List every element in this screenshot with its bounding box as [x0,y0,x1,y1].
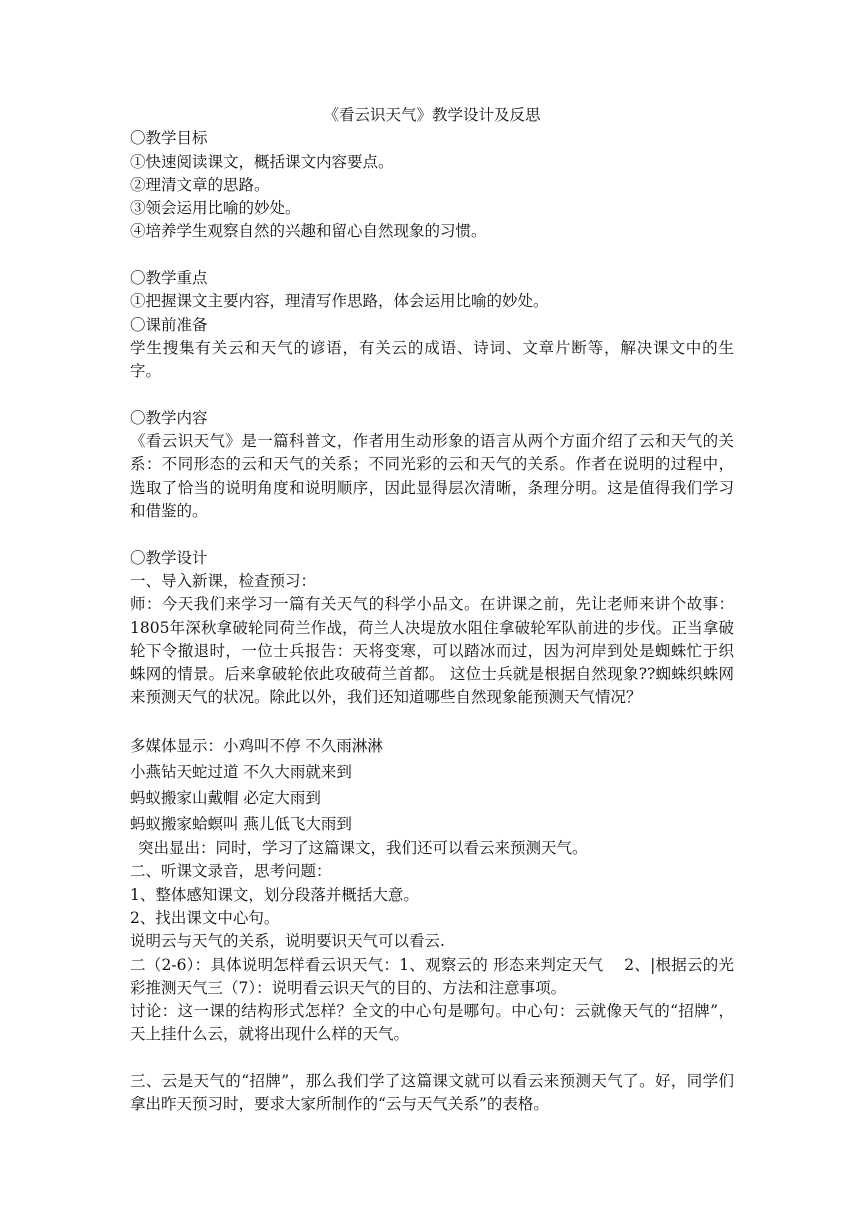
media-line: 多媒体显示：小鸡叫不停 不久雨淋淋 [130,737,383,756]
document-title: 《看云识天气》教学设计及反思 [323,106,541,124]
goal-item: ①快速阅读课文，概括课文内容要点。 [130,152,394,171]
step1-text: 师：今天我们来学习一篇有关天气的科学小品文。在讲课之前，先让老师来讲个故事：1805年深秋拿破轮同荷兰作战，荷兰人决堤放水阻住拿破轮军队前进的步伐。正当拿破轮下令撤退时，一位士兵报告：天将变寒，可以踏冰而过，因为河岸到处是蜘蛛忙于织蛛网的情景。后来拿破轮依此攻破荷兰首都。 这位士兵就是根据自然现象??蜘蛛织蛛网来预测天气的状况。除此以外，我们还知道哪些自然现象能预测天气情况？ [130,595,734,707]
spacer [130,523,734,546]
prep-heading: 〇课前准备 [130,315,208,334]
content-text: 《看云识天气》是一篇科普文，作者用生动形象的语言从两个方面介绍了云和天气的关系：不同形态的云和天气的关系；不同光彩的云和天气的关系。作者在说明的过程中，选取了恰当的说明角度和说明顺序，因此显得层次清晰，条理分明。这是值得我们学习和借鉴的。 [130,432,734,521]
step2-question: 2、找出课文中心句。 [130,908,280,927]
step2-question: 1、整体感知课文，划分段落并概括大意。 [130,885,419,904]
content-heading: 〇教学内容 [130,408,208,427]
goals-heading: 〇教学目标 [130,129,208,148]
media-line: 蚂蚁搬家山戴帽 必定大雨到 [130,789,321,808]
discussion-text: 讨论：这一课的结构形式怎样？全文的中心句是哪句。中心句：云就像天气的“招牌”，天上挂什么云，就将出现什么样的天气。 [130,1002,734,1044]
focus-heading: 〇教学重点 [130,269,208,288]
focus-text: ①把握课文主要内容，理清写作思路，体会运用比喻的妙处。 [130,292,549,311]
goal-item: ④培养学生观察自然的兴趣和留心自然现象的习惯。 [130,222,487,241]
prep-text: 学生搜集有关云和天气的谚语，有关云的成语、诗词、文章片断等，解决课文中的生字。 [130,338,734,381]
spacer [130,244,734,267]
design-heading: 〇教学设计 [130,548,208,567]
media-line: 蚂蚁搬家蛤螟叫 燕儿低飞大雨到 [130,815,352,834]
goal-item: ③领会运用比喻的妙处。 [130,199,301,218]
media-line: 小燕钻天蛇过道 不久大雨就来到 [130,763,352,782]
spacer [130,710,734,733]
step3-text: 三、云是天气的“招牌”，那么我们学了这篇课文就可以看云来预测天气了。好，同学们拿出昨天预习时，要求大家所制作的“云与天气关系”的表格。 [130,1071,734,1114]
spacer [130,384,734,407]
step2-heading: 二、听课文录音，思考问题： [130,862,332,881]
step2-detail: 二（2-6）：具体说明怎样看云识天气：1、观察云的 形态来判定天气 2、|根据云的光彩推测天气三（7）：说明看云识天气的目的、方法和注意事项。 [130,955,734,997]
highlight-text: 突出显出：同时，学习了这篇课文，我们还可以看云来预测天气。 [138,839,588,858]
goal-item: ②理清文章的思路。 [130,175,270,194]
step2-answer: 说明云与天气的关系，说明要识天气可以看云. [130,932,445,951]
document-page [130,104,734,1117]
step1-heading: 一、导入新课，检查预习： [130,571,317,590]
spacer [130,1047,734,1070]
